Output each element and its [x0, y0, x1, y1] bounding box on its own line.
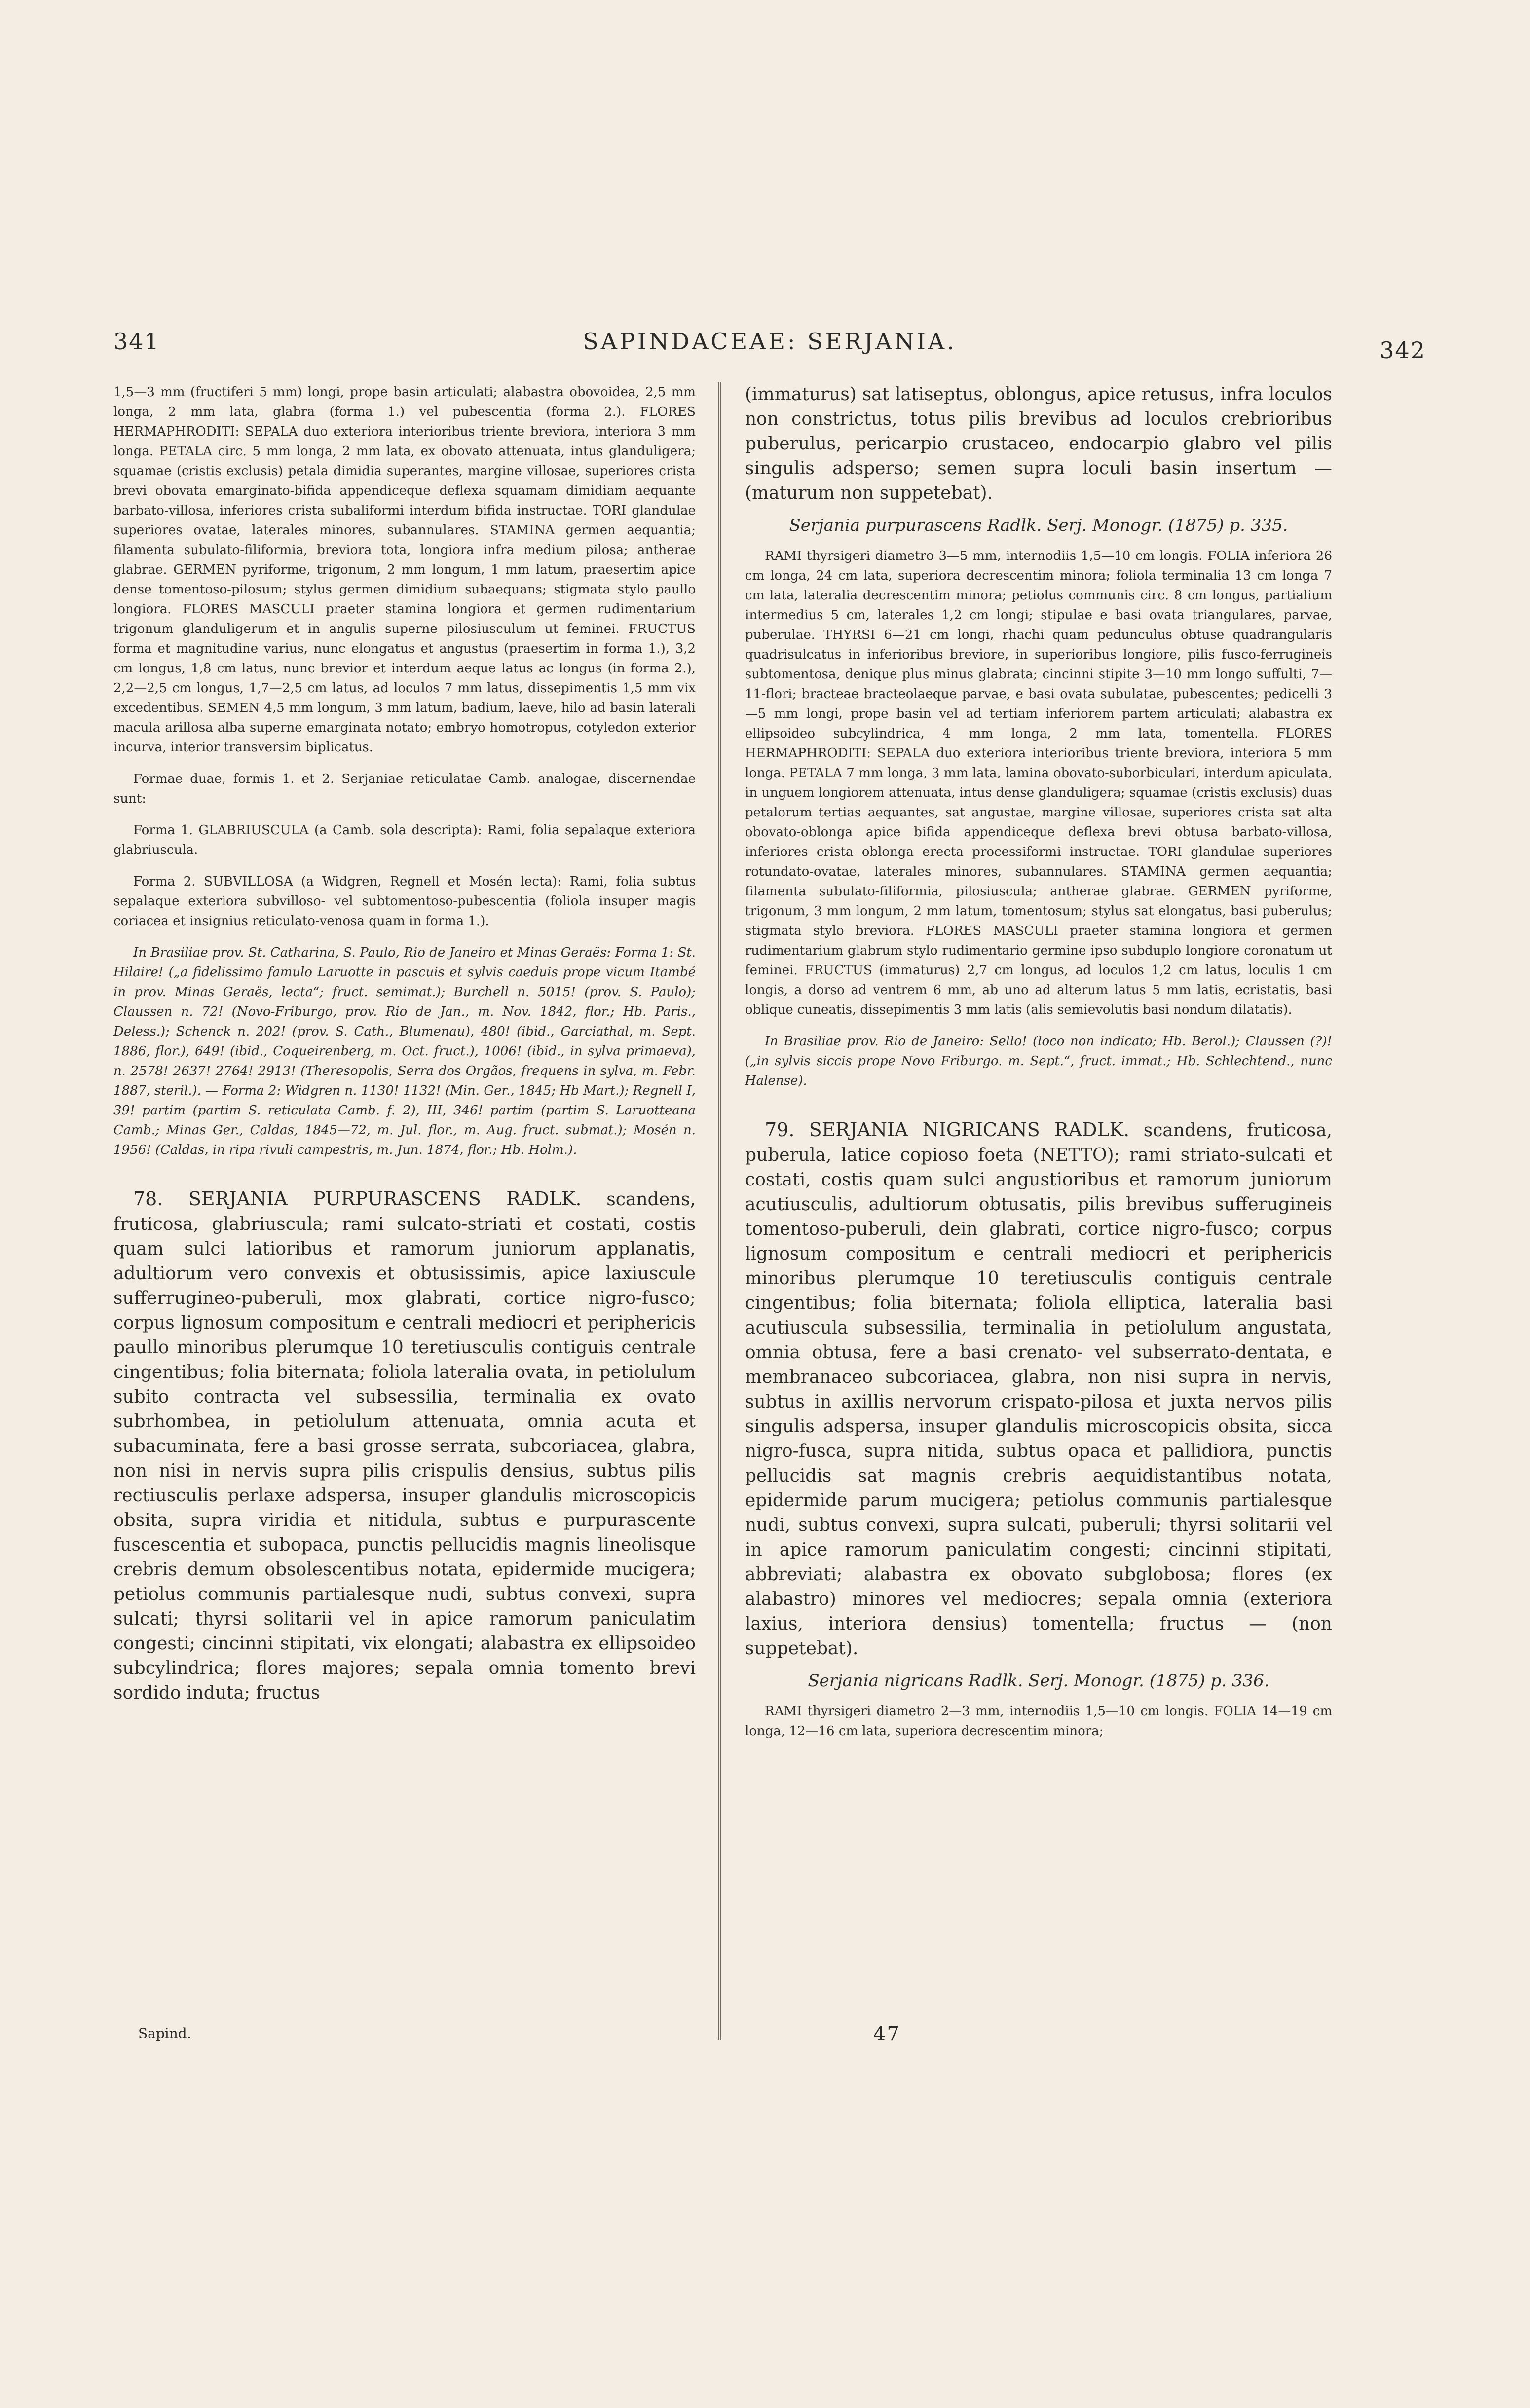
- reference-78: Serjania purpurascens Radlk. Serj. Monogr. (1875) p. 335.: [789, 516, 1288, 535]
- page-number-right: 342: [1380, 337, 1426, 364]
- page-number-left: 341: [113, 328, 160, 355]
- fruit-paragraph: (immaturus) sat latiseptus, oblongus, apice retusus, infra loculos non constrictus, totus pilis brevibus ad loculos crebrioribus puberulus, pericarpio crustaceo, endocarpio glabro vel pilis singulis adsperso; semen supra loculi basin insertum — (maturum non suppetebat).: [745, 384, 1332, 503]
- measurements-78: RAMI thyrsigeri diametro 3—5 mm, internodiis 1,5—10 cm longis. FOLIA inferiora 26 cm longa, 24 cm lata, superiora decrescentim minora; foliola terminalia 13 cm longa 7 cm lata, lateralia decrescentim minora; petiolus communis circ. 8 cm longus, partialium intermedius 5 cm, laterales 1,2 cm longi; stipulae e basi ovata triangulares, parvae, puberulae. THYRSI 6—21 cm longi, rhachi quam pedunculus obtuse quadrangularis quadrisulcatus in inferioribus breviore, in superioribus longiore, pilis fusco-ferrugineis subtomentosa, denique plus minus glabrata; cincinni stipite 3—10 mm longo suffulti, 7—11-flori; bracteae bracteolaeque parvae, e basi ovata subulatae, pubescentes; pedicelli 3—5 mm longi, prope basin vel ad tertiam inferiorem partem articulati; alabastra ex ellipsoideo subcylindrica, 4 mm longa, 2 mm lata, tomentella. FLORES HERMAPHRODITI: SEPALA duo exteriora interioribus triente breviora, interiora 5 mm longa. PETALA 7 mm longa, 3 mm lata, lamina obovato-suborbiculari, interdum apiculata, in unguem longiorem attenuata, intus dense glanduligera; squamae (cristis exclusis) duas petalorum tertias aequantes, sat angustae, margine villosae, superiores crista sat alta obovato-oblonga apice bifida appendiceque deflexa brevi obtusa barbato-villosa, inferiores crista oblonga erecta processiformi instructae. TORI glandulae superiores rotundato-ovatae, laterales minores, subannulares. STAMINA germen aequantia; filamenta subulato-filiformia, pilosiuscula; antherae glabrae. GERMEN pyriforme, trigonum, 3 mm longum, 2 mm latum, tomentosum; stylus sat elongatus, basi puberulus; stigmata stylo breviora. FLORES MASCULI praeter stamina longiora et germen rudimentarium glabrum stylo rudimentario germine ipso subduplo longiore coronatum ut feminei. FRUCTUS (immaturus) 2,7 cm longus, ad loculos 1,2 cm latus, loculis 1 cm longis, a dorso ad ventrem 6 mm, ab uno ad alterum latus 5 mm latis, ecristatis, basi oblique cuneatis, dissepimentis 3 mm latis (alis semievolutis basi nondum dilatatis).: [745, 549, 1332, 1017]
- distribution-paragraph: In Brasiliae prov. St. Catharina, S. Paulo, Rio de Janeiro et Minas Geraës: Forma 1: St. Hilaire! („a fidelissimo famulo Laruotte in pascuis et sylvis caeduis prope vicum Itambé in prov. Minas Geraës, lecta“; fruct. semimat.); Burchell n. 5015! (prov. S. Paulo); Claussen n. 72! (Novo-Friburgo, prov. Rio de Jan., m. Nov. 1842, flor.; Hb. Paris., Deless.); Schenck n. 202! (prov. S. Cath., Blumenau), 480! (ibid., Garciathal, m. Sept. 1886, flor.), 649! (ibid., Coqueirenberg, m. Oct. fruct.), 1006! (ibid., in sylva primaeva), n. 2578! 2637! 2764! 2913! (Theresopolis, Serra dos Orgãos, frequens in sylva, m. Febr. 1887, steril.). — Forma 2: Widgren n. 1130! 1132! (Min. Ger., 1845; Hb Mart.); Regnell I, 39! partim (partim S. reticulata Camb. f. 2), III, 346! partim (partim S. Laruotteana Camb.; Minas Ger., Caldas, 1845—72, m. Jul. flor., m. Aug. fruct. submat.); Mosén n. 1956! (Caldas, in ripa rivuli campestris, m. Jun. 1874, flor.; Hb. Holm.).: [113, 945, 696, 1157]
- species-79-title: 79. SERJANIA NIGRICANS RADLK.: [765, 1119, 1130, 1141]
- reference-79: Serjania nigricans Radlk. Serj. Monogr. (1875) p. 336.: [808, 1671, 1269, 1691]
- forma-1: Forma 1. GLABRIUSCULA (a Camb. sola descripta): Rami, folia sepalaque exteriora glabriuscula.: [113, 823, 696, 857]
- species-79-paragraph: [745, 1117, 1332, 1661]
- species-78-paragraph: [113, 1186, 696, 1705]
- signature-mark: Sapind.: [138, 2025, 191, 2041]
- species-78-title: 78. SERJANIA PURPURASCENS RADLK.: [133, 1188, 582, 1210]
- running-title: SAPINDACEAE: SERJANIA.: [583, 328, 957, 355]
- measurements-79: RAMI thyrsigeri diametro 2—3 mm, internodiis 1,5—10 cm longis. FOLIA 14—19 cm longa, 12—16 cm lata, superiora decrescentim minora;: [745, 1704, 1332, 1739]
- column-divider: [718, 382, 721, 2040]
- description-paragraph: 1,5—3 mm (fructiferi 5 mm) longi, prope basin articulati; alabastra obovoidea, 2,5 mm longa, 2 mm lata, glabra (forma 1.) vel pubescentia (forma 2.). FLORES HERMAPHRODITI: SEPALA duo exteriora interioribus triente breviora, interiora 3 mm longa. PETALA circ. 5 mm longa, 2 mm lata, ex obovato attenuata, intus glanduligera; squamae (cristis exclusis) petala dimidia superantes, margine villosae, superiores crista brevi obovata emarginato-bifida appendiceque deflexa squamam dimidiam aequante barbato-villosa, inferiores crista subaliformi interdum bifida instructae. TORI glandulae superiores ovatae, laterales minores, subannulares. STAMINA germen aequantia; filamenta subulato-filiformia, breviora tota, longiora infra medium pilosa; antherae glabrae. GERMEN pyriforme, trigonum, 2 mm longum, 1 mm latum, praesertim apice dense tomentoso-pilosum; stylus germen dimidium subaequans; stigmata stylo paullo longiora. FLORES MASCULI praeter stamina longiora et germen rudimentarium trigonum glanduligerum et in angulis superne pilosiusculum ut feminei. FRUCTUS forma et magnitudine varius, nunc elongatus et angustus (praesertim in forma 1.), 3,2 cm longus, 1,8 cm latus, nunc brevior et interdum aeque latus ac longus (in forma 2.), 2,2—2,5 cm longus, 1,7—2,5 cm latus, ad loculos 7 mm latus, dissepimentis 1,5 mm vix excedentibus. SEMEN 4,5 mm longum, 3 mm latum, badium, laeve, hilo ad basin laterali macula arillosa alba superne emarginata notato; embryo homotropus, cotyledon exterior incurva, interior transversim biplicatus.: [113, 385, 696, 755]
- right-column: [745, 382, 1332, 2050]
- left-column: [113, 382, 696, 2050]
- forma-2: Forma 2. SUBVILLOSA (a Widgren, Regnell et Mosén lecta): Rami, folia subtus sepalaque exteriora subvilloso- vel subtomentoso-pubescentia (foliola insuper magis coriacea et insignius reticulato-venosa quam in forma 1.).: [113, 874, 696, 928]
- forms-intro: Formae duae, formis 1. et 2. Serjaniae reticulatae Camb. analogae, discernendae sunt:: [113, 772, 696, 806]
- page-header: [113, 328, 1426, 363]
- species-78-description: scandens, fruticosa, glabriuscula; rami sulcato-striati et costati, costis quam sulci latioribus et ramorum juniorum applanatis, adultiorum vero convexis et obtusissimis, apice laxiuscule sufferrugineo-puberuli, mox glabrati, cortice nigro-fusco; corpus lignosum compositum e centrali mediocri et periphericis paullo minoribus plerumque 10 teretiusculis contiguis centrale cingentibus; folia biternata; foliola lateralia ovata, in petiolulum subito contracta vel subsessilia, terminalia ex ovato subrhombea, in petiolulum attenuata, omnia acuta et subacuminata, fere a basi grosse serrata, subcoriacea, glabra, non nisi in nervis supra pilis crispulis densius, subtus pilis rectiusculis perlaxe adspersa, insuper glandulis microscopicis obsita, supra viridia et nitidula, subtus e purpurascente fuscescentia et subopaca, punctis pellucidis magnis lineolisque crebris demum obsolescentibus notata, epidermide mucigera; petiolus communis partialesque nudi, subtus convexi, supra sulcati; thyrsi solitarii vel in apice ramorum paniculatim congesti; cincinni stipitati, vix elongati; alabastra ex ellipsoideo subcylindrica; flores majores; sepala omnia tomento brevi sordido induta; fructus: [113, 1189, 696, 1703]
- distribution-78: In Brasiliae prov. Rio de Janeiro: Sello! (loco non indicato; Hb. Berol.); Claussen (?)! („in sylvis siccis prope Novo Friburgo. m. Sept.“, fruct. immat.; Hb. Schlechtend., nunc Halense).: [745, 1034, 1332, 1088]
- sheet-number: 47: [873, 2023, 900, 2045]
- species-79-description: scandens, fruticosa, puberula, latice copioso foeta (NETTO); rami striato-sulcati et costati, costis quam sulci angustioribus et ramorum juniorum acutiusculis, adultiorum obtusatis, pilis brevibus sufferugineis tomentoso-puberuli, dein glabrati, cortice nigro-fusco; corpus lignosum compositum e centrali mediocri et periphericis minoribus plerumque 10 teretiusculis contiguis centrale cingentibus; folia biternata; foliola elliptica, lateralia basi acutiuscula subsessilia, terminalia in petiolulum angustata, omnia obtusa, fere a basi crenato- vel subserrato-dentata, e membranaceo subcoriacea, glabra, non nisi supra in nervis, subtus in axillis nervorum crispato-pilosa et juxta nervos pilis singulis adspersa, insuper glandulis microscopicis obsita, sicca nigro-fusca, supra nitida, subtus opaca et pallidiora, punctis pellucidis sat magnis crebris aequidistantibus notata, epidermide parum mucigera; petiolus communis partialesque nudi, subtus convexi, supra sulcati, puberuli; thyrsi solitarii vel in apice ramorum paniculatim congesti; cincinni stipitati, abbreviati; alabastra ex obovato subglobosa; flores (ex alabastro) minores vel mediocres; sepala omnia (exteriora laxius, interiora densius) tomentella; fructus — (non suppetebat).: [745, 1120, 1332, 1659]
